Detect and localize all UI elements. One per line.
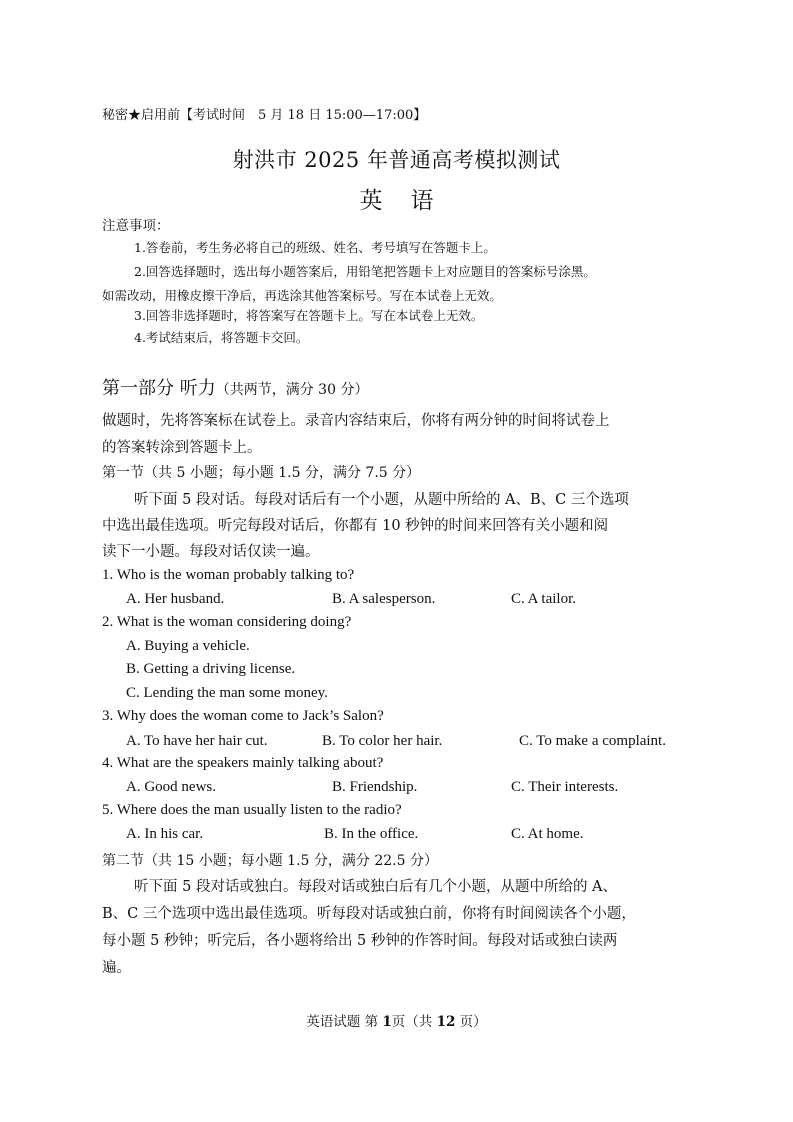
section1-instruction-line: 听下面 5 段对话。每段对话后有一个小题，从题中所给的 A、B、C 三个选项	[134, 492, 629, 508]
question-stem: 4. What are the speakers mainly talking about?	[102, 755, 384, 771]
option-c: C. To make a complaint.	[519, 733, 666, 749]
notice-heading: 注意事项：	[102, 218, 170, 234]
part1-intro-line: 做题时，先将答案标在试卷上。录音内容结束后，你将有两分钟的时间将试卷上	[102, 413, 610, 429]
question-stem: 1. Who is the woman probably talking to?	[102, 567, 355, 583]
section1-instruction-line: 中选出最佳选项。听完每段对话后，你都有 10 秒钟的时间来回答有关小题和阅	[102, 518, 609, 534]
subject-title: 英语	[359, 188, 462, 214]
confidential-header: 秘密★启用前【考试时间 5 月 18 日 15:00—17:00】	[102, 108, 427, 123]
option-c: C. Lending the man some money.	[126, 685, 328, 701]
option-a: A. In his car.	[126, 826, 204, 842]
option-a: A. To have her hair cut.	[126, 733, 268, 749]
exam-title: 射洪市 2025 年普通高考模拟测试	[232, 148, 561, 172]
notice-item: 如需改动，用橡皮擦干净后，再选涂其他答案标号。写在本试卷上无效。	[102, 288, 503, 303]
option-a: A. Buying a vehicle.	[126, 638, 250, 654]
section2-instruction-line: B、C 三个选项中选出最佳选项。听每段对话或独白前，你将有时间阅读各个小题，	[102, 906, 636, 922]
notice-item: 3.回答非选择题时，将答案写在答题卡上。写在本试卷上无效。	[134, 308, 484, 323]
section2-instruction-line: 每小题 5 秒钟；听完后，各小题将给出 5 秒钟的作答时间。每段对话或独白读两	[102, 933, 618, 949]
section2-instruction-line: 遍。	[102, 960, 131, 976]
option-b: B. To color her hair.	[322, 733, 443, 749]
notice-item: 4.考试结束后，将答题卡交回。	[134, 330, 309, 345]
page-footer	[0, 1010, 793, 1030]
question-stem: 3. Why does the woman come to Jack’s Salon?	[102, 708, 384, 724]
part1-title: 第一部分 听力	[102, 378, 216, 399]
option-b: B. Friendship.	[332, 779, 418, 795]
option-b: B. In the office.	[324, 826, 419, 842]
part1-points: （共两节，满分 30 分）	[215, 382, 369, 398]
option-c: C. Their interests.	[511, 779, 619, 795]
footer-middle: 页（共	[391, 1014, 433, 1030]
footer-page-number: 1	[382, 1014, 392, 1030]
footer-suffix: 页）	[455, 1014, 487, 1030]
section1-title: 第一节（共 5 小题；每小题 1.5 分，满分 7.5 分）	[102, 465, 421, 481]
notice-item: 2.回答选择题时，选出每小题答案后，用铅笔把答题卡上对应题目的答案标号涂黑。	[134, 264, 596, 279]
section2-title: 第二节（共 15 小题；每小题 1.5 分，满分 22.5 分）	[102, 853, 438, 869]
footer-prefix: 英语试题 第	[306, 1014, 379, 1030]
section2-instruction-line: 听下面 5 段对话或独白。每段对话或独白后有几个小题，从题中所给的 A、	[134, 879, 618, 895]
option-b: B. Getting a driving license.	[126, 661, 296, 677]
part1-intro-line: 的答案转涂到答题卡上。	[102, 440, 262, 456]
option-b: B. A salesperson.	[332, 591, 436, 607]
option-a: A. Her husband.	[126, 591, 225, 607]
option-a: A. Good news.	[126, 779, 216, 795]
notice-item: 1.答卷前，考生务必将自己的班级、姓名、考号填写在答题卡上。	[134, 240, 496, 255]
question-stem: 5. Where does the man usually listen to the radio?	[102, 802, 402, 818]
option-c: C. A tailor.	[511, 591, 577, 607]
part1-heading	[102, 374, 368, 400]
option-c: C. At home.	[511, 826, 584, 842]
section1-instruction-line: 读下一小题。每段对话仅读一遍。	[102, 544, 320, 560]
question-stem: 2. What is the woman considering doing?	[102, 614, 352, 630]
footer-total-pages: 12	[436, 1014, 456, 1030]
